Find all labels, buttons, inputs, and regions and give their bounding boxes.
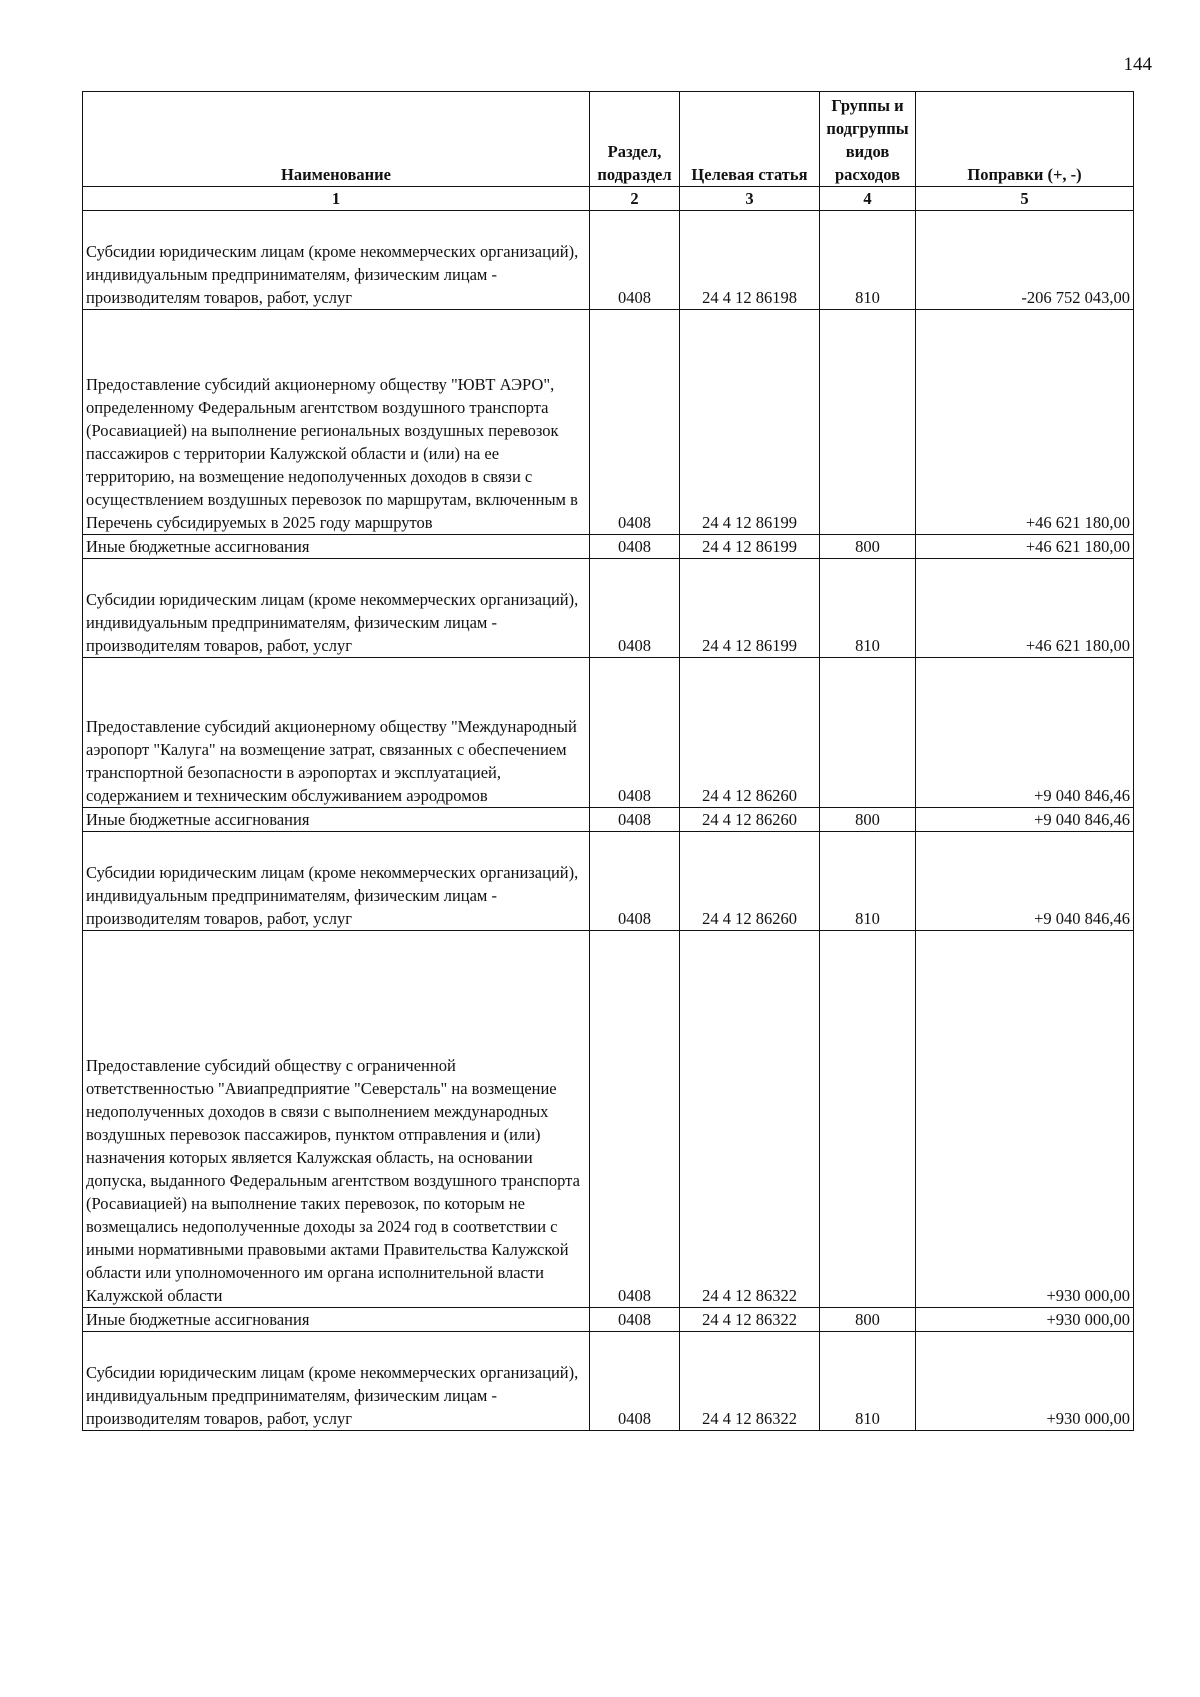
budget-amendments-table [82, 91, 1134, 1431]
header-groups: Группы и подгруппы видов расходов [820, 92, 916, 187]
header-section: Раздел, подраздел [590, 92, 680, 187]
row-name: Предоставление субсидий акционерному обществу "ЮВТ АЭРО", определенному Федеральным агентством воздушного транспорта (Росавиацией) на выполнение региональных воздушных перевозок пассажиров с территории Калужской области и (или) на ее территорию, на возмещение недополученных доходов в связи с осуществлением воздушных перевозок по маршрутам, включенным в Перечень субсидируемых в 2025 году маршрутов [83, 310, 590, 535]
row-target: 24 4 12 86260 [680, 658, 820, 808]
row-target: 24 4 12 86322 [680, 931, 820, 1308]
row-amount: +46 621 180,00 [916, 310, 1134, 535]
row-group: 810 [820, 559, 916, 658]
header-name: Наименование [83, 92, 590, 187]
row-section: 0408 [590, 535, 680, 559]
row-amount: +930 000,00 [916, 1308, 1134, 1332]
table-row [83, 310, 1134, 535]
row-section: 0408 [590, 1332, 680, 1431]
table-row [83, 658, 1134, 808]
row-group [820, 931, 916, 1308]
row-amount: +9 040 846,46 [916, 658, 1134, 808]
row-amount: +930 000,00 [916, 1332, 1134, 1431]
column-number: 3 [680, 187, 820, 211]
row-name: Иные бюджетные ассигнования [83, 808, 590, 832]
page-number: 144 [1123, 54, 1152, 75]
row-amount: +9 040 846,46 [916, 808, 1134, 832]
table-header-row [83, 92, 1134, 187]
row-target: 24 4 12 86260 [680, 832, 820, 931]
row-target: 24 4 12 86199 [680, 559, 820, 658]
row-group [820, 658, 916, 808]
row-group: 800 [820, 1308, 916, 1332]
row-section: 0408 [590, 931, 680, 1308]
row-name: Иные бюджетные ассигнования [83, 535, 590, 559]
row-name: Предоставление субсидий акционерному обществу "Международный аэропорт "Калуга" на возмещение затрат, связанных с обеспечением транспортной безопасности в аэропортах и эксплуатацией, содержанием и техническим обслуживанием аэродромов [83, 658, 590, 808]
row-amount: +46 621 180,00 [916, 535, 1134, 559]
row-target: 24 4 12 86199 [680, 535, 820, 559]
column-number: 5 [916, 187, 1134, 211]
column-number-row [83, 187, 1134, 211]
row-group: 810 [820, 211, 916, 310]
row-section: 0408 [590, 658, 680, 808]
column-number: 1 [83, 187, 590, 211]
row-group: 810 [820, 832, 916, 931]
row-section: 0408 [590, 832, 680, 931]
row-target: 24 4 12 86260 [680, 808, 820, 832]
row-group: 800 [820, 535, 916, 559]
row-group: 810 [820, 1332, 916, 1431]
row-name: Иные бюджетные ассигнования [83, 1308, 590, 1332]
header-amendments: Поправки (+, -) [916, 92, 1134, 187]
row-group: 800 [820, 808, 916, 832]
row-target: 24 4 12 86322 [680, 1308, 820, 1332]
row-amount: +9 040 846,46 [916, 832, 1134, 931]
row-target: 24 4 12 86322 [680, 1332, 820, 1431]
row-section: 0408 [590, 211, 680, 310]
table-row [83, 535, 1134, 559]
column-number: 4 [820, 187, 916, 211]
table-row [83, 1308, 1134, 1332]
row-name: Предоставление субсидий обществу с ограниченной ответственностью "Авиапредприятие "Северсталь" на возмещение недополученных доходов в связи с выполнением международных воздушных перевозок пассажиров, пунктом отправления и (или) назначения которых является Калужская область, на основании допуска, выданного Федеральным агентством воздушного транспорта (Росавиацией) на выполнение таких перевозок, по которым не возмещались недополученные доходы за 2024 год в соответствии с иными нормативными правовыми актами Правительства Калужской области или уполномоченного им органа исполнительной власти Калужской области [83, 931, 590, 1308]
table-row [83, 559, 1134, 658]
row-section: 0408 [590, 310, 680, 535]
row-amount: +46 621 180,00 [916, 559, 1134, 658]
table-row [83, 1332, 1134, 1431]
table-row [83, 211, 1134, 310]
table-row [83, 832, 1134, 931]
row-section: 0408 [590, 1308, 680, 1332]
row-target: 24 4 12 86199 [680, 310, 820, 535]
column-number: 2 [590, 187, 680, 211]
row-name: Субсидии юридическим лицам (кроме некоммерческих организаций), индивидуальным предпринимателям, физическим лицам - производителям товаров, работ, услуг [83, 559, 590, 658]
row-section: 0408 [590, 559, 680, 658]
table-row [83, 931, 1134, 1308]
row-name: Субсидии юридическим лицам (кроме некоммерческих организаций), индивидуальным предпринимателям, физическим лицам - производителям товаров, работ, услуг [83, 211, 590, 310]
row-section: 0408 [590, 808, 680, 832]
row-amount: -206 752 043,00 [916, 211, 1134, 310]
row-name: Субсидии юридическим лицам (кроме некоммерческих организаций), индивидуальным предпринимателям, физическим лицам - производителям товаров, работ, услуг [83, 832, 590, 931]
row-target: 24 4 12 86198 [680, 211, 820, 310]
table-row [83, 808, 1134, 832]
row-name: Субсидии юридическим лицам (кроме некоммерческих организаций), индивидуальным предпринимателям, физическим лицам - производителям товаров, работ, услуг [83, 1332, 590, 1431]
header-target: Целевая статья [680, 92, 820, 187]
row-group [820, 310, 916, 535]
row-amount: +930 000,00 [916, 931, 1134, 1308]
